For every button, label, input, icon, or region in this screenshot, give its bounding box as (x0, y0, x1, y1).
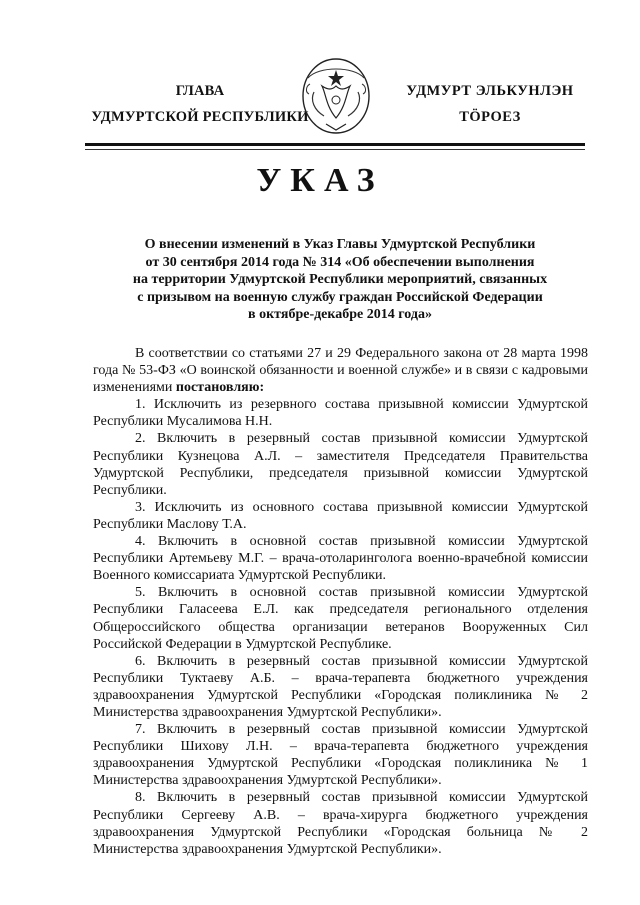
udmurt-coat-of-arms-icon (300, 56, 372, 136)
preamble-keyword: постановляю: (175, 380, 265, 396)
subject-line: на территории Удмуртской Республики мероприятий, связанных (132, 272, 548, 287)
decree-item: 4. Включить в основной состав призывной комиссии Удмуртской Республики Артемьеву М.Г. – врача-отоларинголога военно-врачебной комиссии Военного комиссариата Удмуртской Республики. (93, 534, 588, 584)
subject-line: в октябре-декабре 2014 года» (248, 307, 432, 322)
subject-line: О внесении изменений в Указ Главы Удмуртской Республики (144, 237, 536, 252)
decree-item: 3. Исключить из основного состава призывной комиссии Удмуртской Республики Маслову Т.А. (93, 499, 588, 532)
preamble-text: В соответствии со статьями 27 и 29 Федерального закона от 28 марта 1998 года № 53-ФЗ «О воинской обязанности и военной службе» и в связи с кадровыми изменениями (93, 346, 588, 396)
header-divider-thick (85, 143, 585, 146)
document-title: УКАЗ (256, 162, 384, 199)
decree-body (93, 345, 588, 858)
subject-line: от 30 сентября 2014 года № 314 «Об обеспечении выполнения (145, 254, 535, 270)
preamble-paragraph (93, 345, 588, 396)
header-right-title (395, 78, 585, 130)
decree-item: 5. Включить в основной состав призывной комиссии Удмуртской Республики Галасеева Е.Л. как председателя регионального отделения Общероссийского общества организации ветеранов Вооруженных Сил Российской Федерации в Удмуртской Республике. (93, 585, 588, 652)
subject-line: с призывом на военную службу граждан Российской Федерации (137, 289, 543, 305)
decree-item: 8. Включить в резервный состав призывной комиссии Удмуртской Республики Сергееву А.В. – врача-хирурга бюджетного учреждения здравоохранения Удмуртской Республики «Городская больница № 2 Министерства здравоохранения Удмуртской Республики». (93, 790, 588, 857)
decree-item: 2. Включить в резервный состав призывной комиссии Удмуртской Республики Кузнецова А.Л. – заместителя Председателя Правительства Удмуртской Республики, председателя призывной комиссии Удмуртской Республики. (93, 431, 588, 498)
decree-item: 1. Исключить из резервного состава призывной комиссии Удмуртской Республики Мусалимова Н.Н. (93, 397, 588, 430)
decree-subject (95, 236, 585, 324)
header-right-line1: УДМУРТ ЭЛЬКУНЛЭН (406, 83, 574, 99)
header-right-line2: ТӦРОЕЗ (459, 109, 521, 125)
decree-item: 7. Включить в резервный состав призывной комиссии Удмуртской Республики Шихову Л.Н. – врача-терапевта бюджетного учреждения здравоохранения Удмуртской Республики «Городская поликлиника № 1 Министерства здравоохранения Удмуртской Республики». (93, 722, 588, 789)
header-divider-thin (85, 149, 585, 150)
header-left-line1: ГЛАВА (175, 83, 225, 99)
header-left-line2: УДМУРТСКОЙ РЕСПУБЛИКИ (91, 109, 309, 125)
decree-item: 6. Включить в резервный состав призывной комиссии Удмуртской Республики Туктаеву А.Б. – врача-терапевта бюджетного учреждения здравоохранения Удмуртской Республики «Городская поликлиника № 2 Министерства здравоохранения Удмуртской Республики». (93, 653, 588, 720)
header-left-title (80, 78, 320, 130)
